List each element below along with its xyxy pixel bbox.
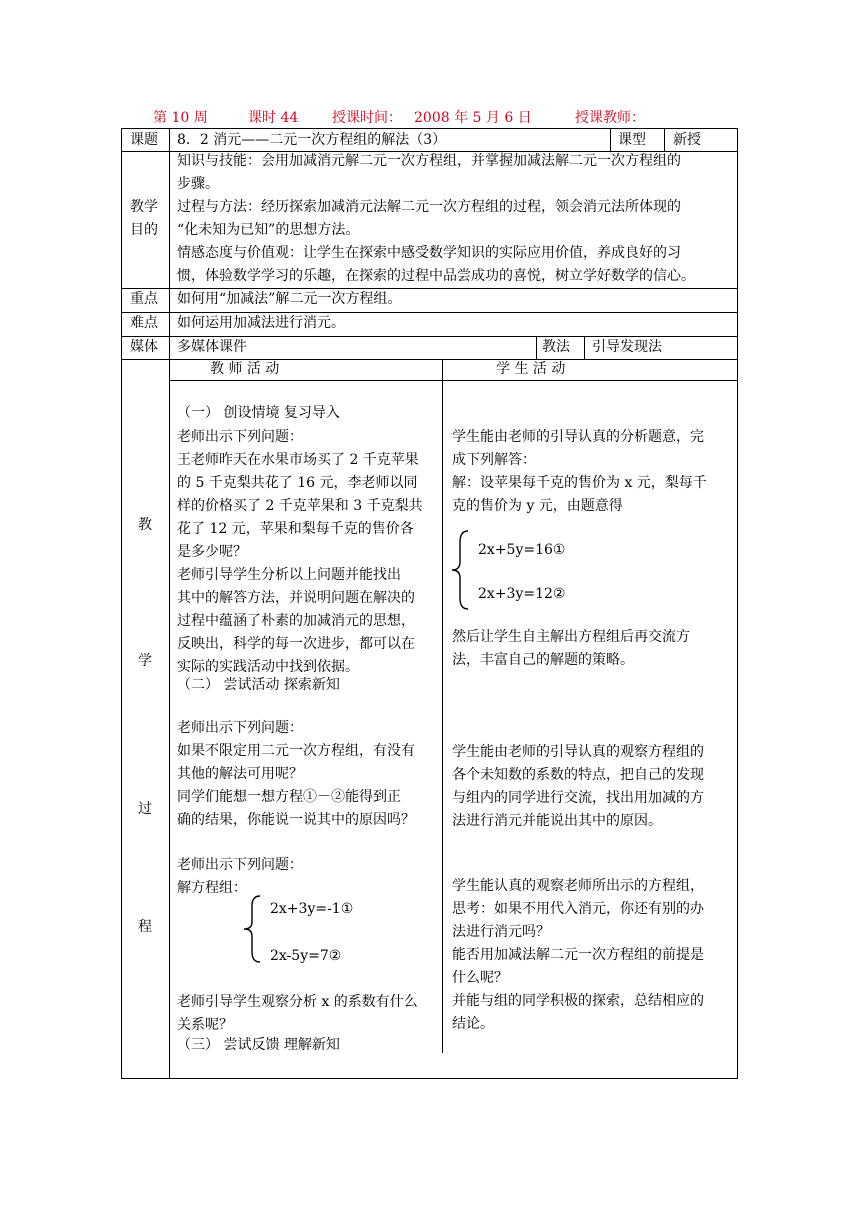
- goal-line: 知识与技能：会用加减消元解二元一次方程组，并掌握加减法解二元一次方程组的: [177, 153, 681, 169]
- teacher-section-2: [177, 717, 439, 832]
- goal-label-2: 目的: [130, 222, 158, 238]
- text-line: 解：设苹果每千克的售价为 x 元，梨每千: [452, 475, 707, 491]
- text-line: 样的价格买了 2 千克苹果和 3 千克梨共: [177, 498, 423, 514]
- teacher-section-2c: [177, 991, 439, 1037]
- text-line: 各个未知数的系数的特点，把自己的发现: [452, 767, 704, 783]
- text-line: 并能与组的同学积极的探索，总结相应的: [452, 993, 704, 1009]
- goal-line: 惯，体验数学学习的乐趣，在探索的过程中品尝成功的喜悦，树立学好数学的信心。: [177, 268, 695, 284]
- text-line: 老师引导学生观察分析 x 的系数有什么: [177, 994, 418, 1010]
- student-equation-1: 2x+5y=16①: [478, 542, 566, 558]
- text-line: 与组内的同学进行交流，找出用加减的方: [452, 790, 704, 806]
- teacher-label: 授课教师：: [575, 110, 645, 126]
- student-section-c: [452, 741, 737, 833]
- student-section-a: [452, 426, 737, 518]
- topic-value: 8．2 消元——二元一次方程组的解法（3）: [177, 132, 447, 148]
- type-label: 课型: [618, 132, 646, 148]
- divider: [169, 129, 170, 1078]
- teacher-equation-2: 2x-5y=7②: [270, 948, 342, 964]
- text-line: 反映出，科学的每一次进步，都可以在: [177, 636, 415, 652]
- key-label: 重点: [130, 291, 158, 307]
- student-section-b: [452, 626, 737, 672]
- goal-line: “化未知为已知”的思想方法。: [177, 222, 360, 238]
- lesson-plan-table: [121, 128, 738, 1079]
- text-line: 过程中蕴涵了朴素的加减消元的思想，: [177, 613, 415, 629]
- divider: [442, 359, 443, 1053]
- text-line: 法进行消元吗？: [452, 924, 550, 940]
- text-line: 确的结果，你能说一说其中的原因吗？: [177, 812, 415, 828]
- text-line: 是多少呢？: [177, 544, 247, 560]
- teacher-equation-1: 2x+3y=-1①: [270, 901, 354, 917]
- text-line: 如果不限定用二元一次方程组，有没有: [177, 743, 415, 759]
- text-line: 老师出示下列问题：: [177, 429, 303, 445]
- text-line: 学生能由老师的引导认真的分析题意，完: [452, 429, 704, 445]
- text-line: 什么呢？: [452, 970, 508, 986]
- student-section-d: [452, 875, 737, 1036]
- goal-line: 情感态度与价值观：让学生在探索中感受数学知识的实际应用价值，养成良好的习: [177, 245, 681, 261]
- student-activity-header: 学 生 活 动: [496, 361, 566, 377]
- time-label: 授课时间：: [332, 110, 402, 126]
- text-line: 老师出示下列问题：: [177, 857, 303, 873]
- process-char: 过: [138, 801, 152, 817]
- text-line: 的 5 千克梨共花了 16 元，李老师以同: [177, 475, 418, 491]
- brace-icon: [450, 529, 470, 611]
- process-char: 学: [138, 653, 152, 669]
- type-value: 新授: [673, 132, 701, 148]
- text-line: 成下列解答：: [452, 452, 536, 468]
- divider: [664, 129, 665, 151]
- media-value: 多媒体课件: [177, 339, 247, 355]
- text-line: 老师引导学生分析以上问题并能找出: [177, 567, 401, 583]
- section-1-title: （一） 创设情境 复习导入: [177, 405, 340, 421]
- text-line: 法进行消元并能说出其中的原因。: [452, 813, 662, 829]
- key-value: 如何用“加减法”解二元一次方程组。: [177, 291, 402, 307]
- text-line: 其他的解法可用呢？: [177, 766, 303, 782]
- topic-label: 课题: [130, 132, 158, 148]
- text-line: 老师出示下列问题：: [177, 720, 303, 736]
- section-3-title: （三） 尝试反馈 理解新知: [177, 1037, 340, 1053]
- teacher-activity-header: 教 师 活 动: [210, 361, 280, 377]
- text-line: 结论。: [452, 1016, 494, 1032]
- text-line: 王老师昨天在水果市场买了 2 千克苹果: [177, 452, 419, 468]
- text-line: 思考：如果不用代入消元，你还有别的办: [452, 901, 704, 917]
- text-line: 关系呢？: [177, 1017, 233, 1033]
- divider: [610, 129, 611, 151]
- divider: [584, 336, 585, 359]
- text-line: 然后让学生自主解出方程组后再交流方: [452, 629, 690, 645]
- text-line: 同学们能想一想方程①－②能得到正: [177, 789, 401, 805]
- student-equation-2: 2x+3y=12②: [478, 586, 566, 602]
- text-line: 克的售价为 y 元，由题意得: [452, 498, 623, 514]
- goal-line: 过程与方法：经历探索加减消元法解二元一次方程组的过程，领会消元法所体现的: [177, 199, 681, 215]
- divider: [536, 336, 537, 359]
- difficult-value: 如何运用加减法进行消元。: [177, 315, 345, 331]
- text-line: 学生能由老师的引导认真的观察方程组的: [452, 744, 704, 760]
- goal-text: [177, 150, 737, 288]
- text-line: 解方程组：: [177, 880, 247, 896]
- difficult-label: 难点: [130, 315, 158, 331]
- process-char: 程: [138, 919, 152, 935]
- section-2-title: （二） 尝试活动 探索新知: [177, 677, 340, 693]
- text-line: 其中的解答方法，并说明问题在解决的: [177, 590, 415, 606]
- text-line: 学生能认真的观察老师所出示的方程组，: [452, 878, 704, 894]
- goal-line: 步骤。: [177, 176, 219, 192]
- method-value: 引导发现法: [592, 339, 662, 355]
- text-line: 法，丰富自己的解题的策略。: [452, 652, 634, 668]
- teacher-section-2b: [177, 854, 439, 900]
- teacher-section-1: [177, 426, 439, 679]
- text-line: 能否用加减法解二元一次方程组的前提是: [452, 947, 704, 963]
- goal-label-1: 教学: [130, 199, 158, 215]
- period-text: 课时 44: [248, 110, 299, 126]
- text-line: 实际的实践活动中找到依据。: [177, 659, 359, 675]
- text-line: 花了 12 元，苹果和梨每千克的售价各: [177, 521, 414, 537]
- process-char: 教: [138, 517, 152, 533]
- date-text: 2008 年 5 月 6 日: [414, 110, 532, 126]
- media-label: 媒体: [130, 339, 158, 355]
- week-text: 第 10 周: [153, 110, 208, 126]
- method-label: 教法: [542, 339, 570, 355]
- brace-icon: [242, 894, 262, 964]
